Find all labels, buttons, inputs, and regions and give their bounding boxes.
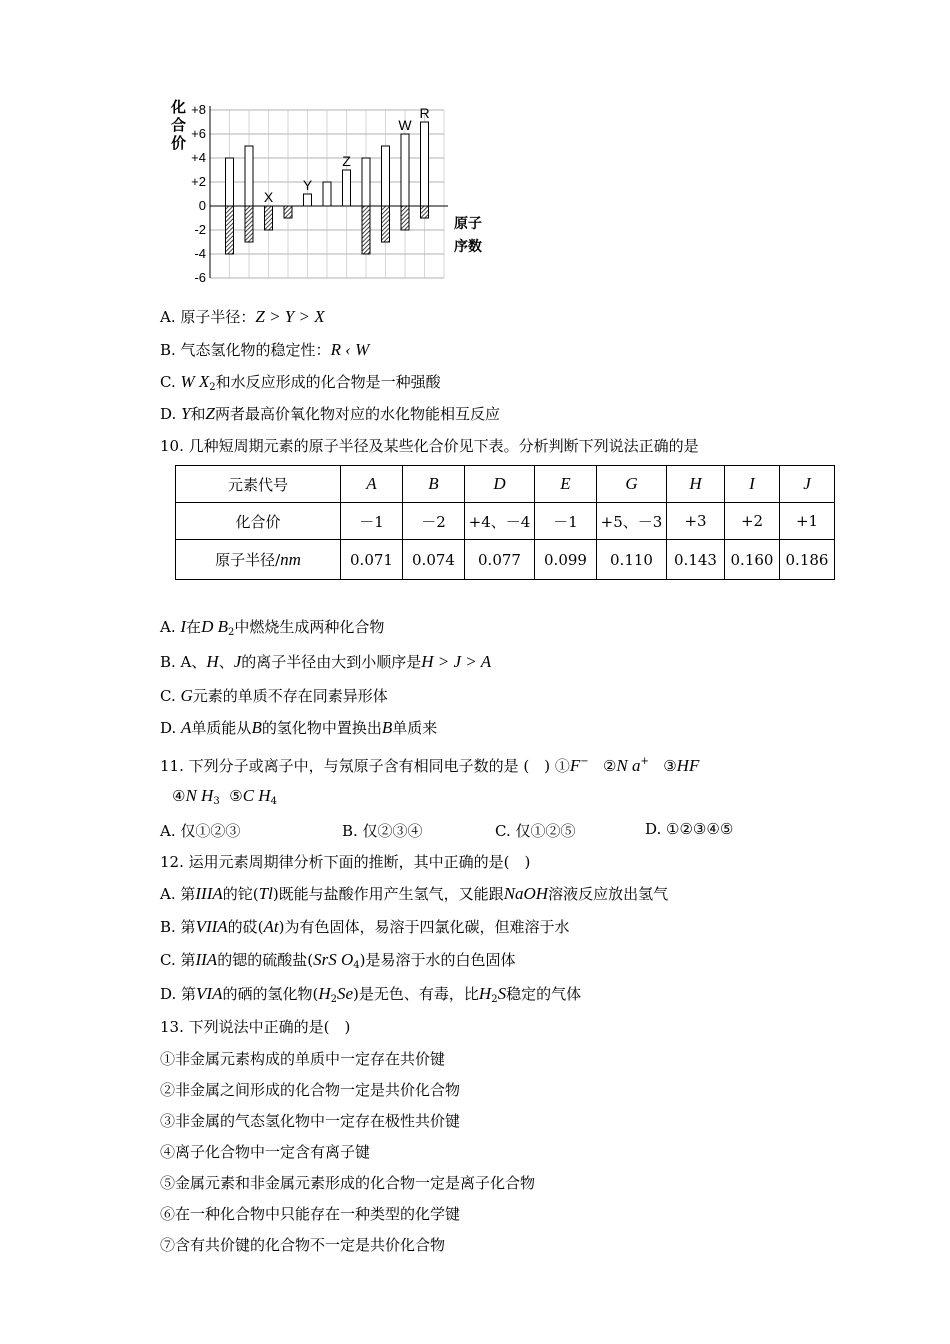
positive-valence-bar: [343, 170, 351, 206]
q9-c-sub: 2: [209, 382, 216, 393]
q10-d-a: A: [181, 718, 192, 737]
q11-na-sup: +: [640, 756, 649, 767]
q12-a-t1: 的铊: [222, 885, 253, 903]
table-cell: －2: [403, 503, 465, 540]
positive-valence-bar: [362, 158, 370, 206]
bar-label-z: Z: [342, 153, 351, 169]
q12-d-t1: 的硒的氢化物: [222, 985, 313, 1003]
table-cell: +3: [667, 503, 725, 540]
table-cell: －1: [341, 503, 403, 540]
q11-stem-text: 11. 下列分子或离子中，与氖原子含有相同电子数的是 ( ) ①: [160, 757, 570, 775]
q10-a-mid: 在: [186, 618, 202, 636]
table-cell: 0.071: [341, 540, 403, 580]
table-cell: +1: [780, 503, 835, 540]
q11-f-sup: −: [580, 756, 589, 767]
table-cell: H: [667, 466, 725, 503]
q12-b-t2: 为有色固体，易溶于四氯化碳，但难溶于水: [284, 918, 570, 936]
q12-b-el: At: [263, 917, 279, 936]
q12-option-b: B. 第VIIA的砹(At)为有色固体，易溶于四氯化碳，但难溶于水: [160, 917, 570, 936]
table-cell: 0.099: [535, 540, 597, 580]
q10-d-b2: B: [381, 718, 393, 737]
q12-option-d: D. 第VIA的硒的氢化物$(H_2Se)$是无色、有毒，比$H_2S$稳定的气体: [160, 984, 582, 1005]
q12-c-t2: 是易溶于水的白色固体: [365, 951, 516, 969]
q12-c-sub: 4: [353, 960, 360, 971]
q13-item-1: ①非金属元素构成的单质中一定存在共价键: [160, 1050, 446, 1068]
table-cell: G: [597, 466, 667, 503]
y-axis-label-3: 价: [171, 134, 187, 152]
q10-b-j: J: [233, 652, 242, 671]
q11-hf: HF: [676, 756, 700, 775]
table-cell: J: [780, 466, 835, 503]
bar-label-x: X: [263, 189, 274, 205]
row-header-valence: 化合价: [176, 503, 341, 540]
q12-a-group: IIIA: [195, 884, 223, 903]
q9-a-prefix: A. 原子半径：: [160, 308, 256, 326]
table-cell: 0.077: [465, 540, 535, 580]
table-cell: E: [535, 466, 597, 503]
q12-d-group: VIA: [196, 984, 223, 1003]
q10-stem: 10. 几种短周期元素的原子半径及某些化合价见下表。分析判断下列说法正确的是: [160, 437, 699, 455]
q12-stem: 12. 运用元素周期律分析下面的推断，其中正确的是( ): [160, 853, 531, 871]
q9-a-formula: Z > Y > X: [255, 307, 325, 326]
q12-b-t1: 的砹: [227, 918, 258, 936]
table-cell: 0.160: [725, 540, 780, 580]
table-cell: +2: [725, 503, 780, 540]
negative-valence-bar: [245, 206, 253, 242]
q9-d-z: Z: [205, 404, 215, 423]
q12-c-group: IIA: [195, 950, 218, 969]
q11-ch: C H: [242, 786, 271, 805]
q13-item-3: ③非金属的气态氢化物中一定存在极性共价键: [160, 1112, 461, 1130]
y-axis-label-1: 化: [171, 98, 187, 116]
positive-valence-bar: [382, 146, 390, 206]
q12-d-sub2: 2: [491, 994, 498, 1005]
table-cell: +4、－4: [465, 503, 535, 540]
negative-valence-bar: [401, 206, 409, 230]
q10-d-t1: 单质能从: [191, 719, 252, 737]
q10-d-t2: 的氢化物中置换出: [261, 719, 382, 737]
q9-option-c: [160, 372, 441, 398]
negative-valence-bar: [421, 206, 429, 218]
q11-na: N a: [616, 756, 641, 775]
q9-option-a: [160, 307, 325, 327]
q12-b-group: VIIA: [195, 917, 228, 936]
table-cell: B: [403, 466, 465, 503]
q12-a-naoh: NaOH: [503, 884, 549, 903]
q11-ch-sub: 4: [270, 796, 277, 807]
q10-b-h: H: [206, 652, 219, 671]
q11-option-b: B. 仅②③④: [342, 822, 423, 840]
q9-d-prefix: D.: [160, 405, 182, 423]
q12-d-h: H: [318, 984, 331, 1003]
q12-d-t3: 稳定的气体: [506, 985, 582, 1003]
q9-c-text: 和水反应形成的化合物是一种强酸: [215, 373, 441, 391]
q13-item-6: ⑥在一种化合物中只能存在一种类型的化学键: [160, 1205, 461, 1223]
negative-valence-bar: [265, 206, 273, 230]
negative-valence-bar: [382, 206, 390, 242]
q12-a-el: Tl: [258, 884, 273, 903]
q11-nh: N H: [185, 786, 214, 805]
row-header-symbol: 元素代号: [176, 466, 341, 503]
y-tick-label: +8: [191, 102, 206, 117]
table-row-symbols: [176, 466, 835, 503]
y-tick-label: +4: [191, 150, 206, 165]
q12-option-a: A. 第IIIA的铊(Tl)既能与盐酸作用产生氢气，又能跟NaOH溶液反应放出氢气: [160, 884, 669, 903]
q10-a-i: I: [180, 617, 187, 636]
positive-valence-bar: [401, 134, 409, 206]
element-table: [175, 465, 835, 580]
q9-option-d: [160, 404, 500, 424]
q10-c-prefix: C.: [160, 687, 181, 705]
q10-option-b: [160, 652, 491, 672]
q9-c-prefix: C.: [160, 373, 181, 391]
q9-b-prefix: B. 气态氢化物的稳定性：: [160, 341, 331, 359]
x-axis-label-1: 原子: [454, 216, 482, 232]
bar-label-w: W: [398, 117, 412, 133]
y-tick-labels: [191, 102, 206, 285]
y-tick-label: -6: [194, 270, 206, 285]
q9-option-b: [160, 340, 369, 360]
q13-stem: 13. 下列说法中正确的是( ): [160, 1018, 351, 1036]
q10-c-g: G: [180, 686, 193, 705]
q11-option-a: A. 仅①②③: [160, 822, 241, 840]
q11-n3: ③: [663, 757, 677, 775]
q10-d-b: B: [251, 718, 262, 737]
table-cell: +5、－3: [597, 503, 667, 540]
y-tick-label: +2: [191, 174, 206, 189]
bar-label-r: R: [419, 105, 430, 121]
q12-a-p: A. 第: [160, 885, 196, 903]
radius-unit: nm: [280, 550, 301, 569]
positive-valence-bar: [323, 182, 331, 206]
positive-valence-bar: [304, 194, 312, 206]
q10-option-c: [160, 686, 388, 706]
table-row-valences: [176, 503, 835, 540]
q12-d-se: Se: [337, 984, 354, 1003]
y-tick-label: -2: [194, 222, 206, 237]
q11-n4: ④: [172, 787, 186, 805]
y-tick-label: -4: [194, 246, 206, 261]
table-cell: 0.074: [403, 540, 465, 580]
positive-valence-bar: [421, 122, 429, 206]
negative-valence-bar: [284, 206, 292, 218]
q9-d-text: 两者最高价氧化物对应的水化物能相互反应: [214, 405, 500, 423]
table-cell: I: [725, 466, 780, 503]
q10-a-sub: 2: [227, 627, 235, 638]
q10-option-a: [160, 617, 384, 643]
q10-a-formula: D B: [201, 617, 228, 636]
radius-label: 原子半径/: [215, 551, 281, 569]
q12-option-c: C. 第IIA的锶的硫酸盐(SrS $O_4$)是易溶于水的白色固体: [160, 950, 516, 971]
positive-valence-bar: [245, 146, 253, 206]
table-row-radii: [176, 540, 835, 580]
q10-option-d: [160, 718, 437, 738]
q9-b-formula: R ‹ W: [330, 340, 370, 359]
q11-n5: ⑤: [229, 787, 243, 805]
bar-label-y: Y: [302, 177, 313, 193]
q11-n2: ②: [602, 757, 617, 775]
y-axis-label-2: 合: [171, 116, 187, 134]
q13-item-5: ⑤金属元素和非金属元素形成的化合物一定是离子化合物: [160, 1174, 536, 1192]
q10-c-text: 元素的单质不存在同素异形体: [192, 687, 388, 705]
q12-a-t3: 溶液反应放出氢气: [548, 885, 669, 903]
q11-f: F: [569, 756, 581, 775]
q11-stem-cont: [172, 786, 277, 812]
row-header-radius: [176, 540, 341, 580]
x-axis-label-2: 序数: [454, 239, 482, 255]
q9-d-y: Y: [181, 404, 191, 423]
q10-b-sep: 、: [218, 653, 234, 671]
q11-option-c: C. 仅①②⑤: [495, 822, 576, 840]
q10-b-prefix: B. A、: [160, 653, 207, 671]
q11-option-d: D. ①②③④⑤: [645, 820, 734, 838]
table-cell: 0.143: [667, 540, 725, 580]
table-cell: －1: [535, 503, 597, 540]
positive-valence-bar: [226, 158, 234, 206]
q10-b-text: 的离子半径由大到小顺序是: [241, 653, 422, 671]
q12-a-t2: 既能与盐酸作用产生氢气，又能跟: [278, 885, 504, 903]
q13-item-7: ⑦含有共价键的化合物不一定是共价化合物: [160, 1236, 446, 1254]
q12-c-t1: 的锶的硫酸盐: [217, 951, 308, 969]
q12-d-t2: 是无色、有毒，比: [358, 985, 479, 1003]
q10-a-prefix: A.: [160, 618, 181, 636]
q11-stem: [160, 752, 699, 776]
table-cell: D: [465, 466, 535, 503]
y-tick-label: 0: [198, 198, 206, 213]
q9-c-formula: W X: [180, 372, 210, 391]
q13-item-2: ②非金属之间形成的化合物一定是共价化合物: [160, 1081, 461, 1099]
q11-nh-sub: 3: [213, 796, 220, 807]
q12-d-p: D. 第: [160, 985, 197, 1003]
q9-d-mid: 和: [190, 405, 206, 423]
q12-d-sub: 2: [330, 994, 337, 1005]
q12-d-h2: H: [478, 984, 492, 1003]
valence-chart: [158, 98, 498, 288]
negative-valence-bar: [226, 206, 234, 254]
q10-d-t3: 单质来: [392, 719, 438, 737]
q12-d-s: S: [497, 984, 507, 1003]
q10-d-prefix: D.: [160, 719, 182, 737]
negative-valence-bar: [362, 206, 370, 254]
table-cell: 0.186: [780, 540, 835, 580]
table-cell: A: [341, 466, 403, 503]
q12-c-p: C. 第: [160, 951, 196, 969]
q10-b-formula: H > J > A: [421, 652, 492, 671]
y-tick-label: +6: [191, 126, 206, 141]
table-cell: 0.110: [597, 540, 667, 580]
q12-b-p: B. 第: [160, 918, 196, 936]
q10-a-text: 中燃烧生成两种化合物: [234, 618, 385, 636]
q12-c-formula: SrS O: [313, 950, 354, 969]
q13-item-4: ④离子化合物中一定含有离子键: [160, 1143, 371, 1161]
